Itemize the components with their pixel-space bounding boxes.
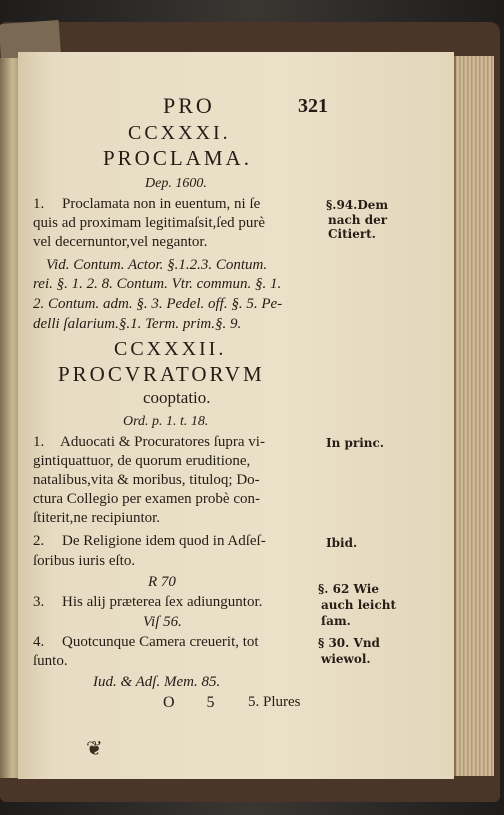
text-line: Quotcunque Camera creuerit, tot (62, 634, 259, 650)
text-line: Aduocati & Procuratores ſupra vi- (60, 434, 265, 450)
cross-reference: delli ſalarium.§.1. Term. prim.§. 9. (33, 316, 242, 332)
section-title: PROCLAMA. (103, 146, 252, 170)
printer-ornament-icon: ❦ (86, 738, 103, 760)
cross-reference: Vid. Contum. Actor. §.1.2.3. Contum. (46, 257, 268, 273)
facing-page-edge (0, 58, 18, 778)
reference-note: Iud. & Adſ. Mem. 85. (93, 674, 221, 690)
paragraph-number: 1. (33, 196, 45, 212)
signature-mark: O 5 (163, 694, 229, 711)
catchword: 5. Plures (248, 694, 301, 710)
text-line: ſoribus iuris eſto. (33, 553, 136, 569)
page-edges (454, 56, 494, 776)
reference-note: R 70 (148, 574, 176, 590)
margin-note: nach der (328, 213, 388, 227)
cross-reference: rei. §. 1. 2. 8. Contum. Vtr. commun. §. 1. (33, 276, 282, 292)
section-title: PROCVRATORVM (58, 362, 265, 386)
book-page (18, 52, 454, 779)
running-head-title: PRO (163, 93, 215, 118)
item-number: 2. (33, 533, 45, 549)
item-number: 3. (33, 594, 45, 610)
section-number: CCXXXI. (128, 122, 231, 144)
cross-reference: 2. Contum. adm. §. 3. Pedel. off. §. 5. Pe- (33, 296, 283, 312)
margin-note: ſam. (321, 614, 351, 628)
reference-note: Viſ 56. (143, 614, 182, 630)
text-line: quis ad proximam legitimaſsit,ſed purè (33, 215, 266, 231)
margin-note: wiewol. (321, 652, 371, 666)
text-line: gintiquattuor, de quorum eruditione, (33, 453, 251, 469)
item-number: 4. (33, 634, 45, 650)
margin-note: Ibid. (326, 536, 358, 550)
section-date: Dep. 1600. (145, 176, 207, 191)
margin-note: In princ. (326, 436, 384, 450)
margin-note: auch leicht (321, 598, 397, 612)
margin-note: § 30. Vnd (318, 636, 380, 650)
margin-note: §.94.Dem (326, 198, 389, 212)
text-line: De Religione idem quod in Adſeſ- (62, 533, 266, 549)
margin-note: §. 62 Wie (318, 582, 379, 596)
section-date: Ord. p. 1. t. 18. (123, 414, 209, 429)
text-line: ſtiterit,ne recipiuntor. (33, 510, 161, 526)
section-subtitle: cooptatio. (143, 388, 211, 407)
text-line: natalibus,vita & moribus, tituloq; Do- (33, 472, 260, 488)
text-line: His alij præterea ſex adiunguntor. (62, 594, 263, 610)
text-line: ctura Collegio per examen probè con- (33, 491, 260, 507)
text-line: Proclamata non in euentum, ni ſe (62, 196, 261, 212)
text-line: ſunto. (33, 653, 68, 669)
text-line: vel decernuntor,vel negantor. (33, 234, 208, 250)
item-number: 1. (33, 434, 45, 450)
page-number: 321 (298, 95, 328, 117)
section-number: CCXXXII. (114, 338, 227, 360)
margin-note: Citiert. (328, 227, 376, 241)
